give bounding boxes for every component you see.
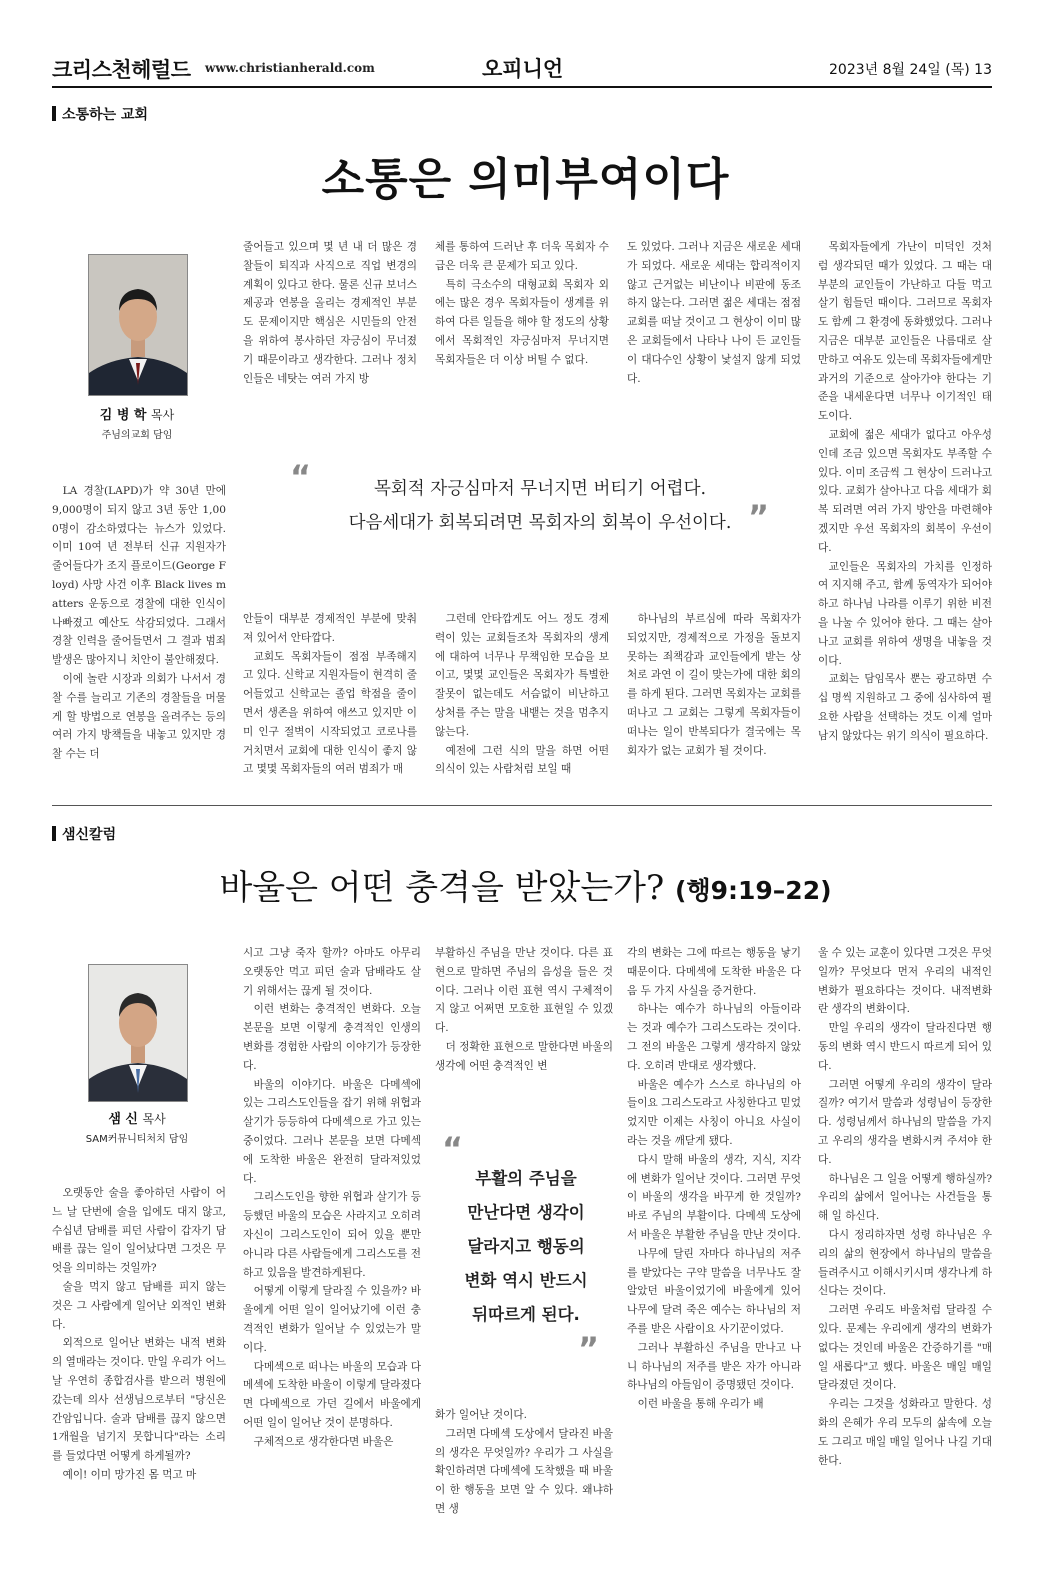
close-quote-icon: ” [578, 1330, 600, 1368]
article1-title: 소통은 의미부여이다 [321, 154, 730, 205]
column-label-text: 샘신칼럼 [62, 827, 117, 843]
article1-column-5: 목회자들에게 가난이 미덕인 것처럼 생각되던 때가 있었다. 그 때는 대부분의 교인들이 가난하고 다들 먹고 살기 힘들던 때이다. 그러므로 목회자도 함께 그 환경에 동화했었다. 그러나 지금은 대부분 교인들은 나름대로 살 만하고 여유도 있는데 목회자들에게만 과거의 기준으로 살아가야 한다는 기준을 내세운다면 너무나 이기적인 태도이다. 교회에 젊은 세대가 없다고 아우성인데 조금 있으면 목회자도 부족할 수 있다. 이미 조금씩 그 현상이 드러나고 있다. 교회가 살아나고 다음 세대가 회복 되려면 여러 가지 방안을 마련해야겠지만 우선 목회자의 회복이 우선이다. 교인들은 목회자의 가치를 인정하여 지지해 주고, 함께 동역자가 되어야 하고 하나님 나라를 이루기 위한 비전을 나눌 수 있어야 한다. 그 때는 살아나고 교회를 위하여 생명을 내놓을 것이다. 교회는 담임목사 뿐는 광고하면 수십 명씩 지원하고 그 중에 심사하여 필요한 사람을 선택하는 것도 이제 얼마 남지 않았다는 위기 의식이 필요하다. [818, 241, 992, 742]
open-quote-icon: “ [442, 1130, 464, 1168]
article1-pull-quote: 목회적 자긍심마저 무너지면 버티기 어렵다. 다음세대가 회복되려면 목회자의 회복이 우선이다. [348, 479, 732, 533]
article2-column-3-bottom: 화가 일어난 것이다. 그러면 다메섹 도상에서 달라진 바울의 생각은 무엇일까? 우리가 그 사실을 확인하려면 다메섹에 도착했을 때 바울이 한 행동을 보면 알 수 있다. 왜냐하면 생 [435, 1409, 613, 1515]
author-portrait-icon [89, 255, 187, 395]
masthead-rule [52, 86, 992, 88]
column-label-2 [52, 824, 116, 844]
author-affiliation-2: SAM커뮤니티처치 담임 [85, 1134, 189, 1145]
article1-column-2-top: 줄어들고 있으며 몇 년 내 더 많은 경찰들이 퇴직과 사직으로 직업 변경의 계획이 있다고 한다. 물론 신규 보너스 제공과 연봉을 올리는 경제적인 부분도 문제이지만 핵심은 시민들의 안전을 위하여 봉사하던 자긍심이 무너졌기 때문이라고 생각한다. 그러나 정치인들은 네탓는 여러 가지 방 [243, 241, 417, 385]
author-photo-2 [88, 964, 188, 1102]
article2-column-1: 오랫동안 술을 좋아하던 사람이 어느 날 단번에 술을 입에도 대지 않고, 수십년 담배를 피던 사람이 갑자기 담배를 끊는 일이 일어났다면 그것은 무엇을 의미하는 것일까? 술을 먹지 않고 담배를 피지 않는 것은 그 사람에게 일어난 외적인 변화다. 외적으로 일어난 변화는 내적 변화의 열매라는 것이다. 만일 우리가 어느 날 우연히 종합검사를 받으러 병원에 갔는데 의사 선생님으로부터 "당신은 간암입니다. 술과 담배를 끊지 않으면 1개월을 넘기지 못합니다"라는 소리를 들었다면 어떻게 하게될까? 예이! 이미 망가진 몸 먹고 마 [52, 1187, 226, 1481]
article-divider [52, 805, 992, 806]
article1-column-3-top: 체를 통하여 드러난 후 더욱 목회자 수급은 더욱 큰 문제가 되고 있다. 특히 극소수의 대형교회 목회자 외에는 많은 경우 목회자들이 생계를 위하여 다른 일들을 해야 할 정도의 상황에서 목회적인 자긍심마저 무너지면 목회자들은 더 이상 버틸 수 없다. [435, 241, 609, 366]
site-url[interactable]: www.christianherald.com [205, 61, 375, 75]
article1-column-3-bottom: 그런데 안타깝게도 어느 정도 경제력이 있는 교회들조차 목회자의 생계에 대하여 너무나 무책임한 모습을 보이고, 몇몇 교인들은 목회자가 특별한 잘못이 없는데도 서슴없이 비난하고 상처를 주는 말을 내뱉는 것을 멈추지 않는다. 예전에 그런 식의 말을 하면 어떤 의식이 있는 사람처럼 보일 때 [435, 613, 609, 776]
newspaper-logo[interactable]: 크리스천헤럴드 [52, 58, 191, 82]
column-label-1 [52, 104, 148, 124]
article1-column-4-bottom: 하나님의 부르심에 따라 목회자가 되었지만, 경제적으로 가정을 돌보지 못하는 죄책감과 교인들에게 받는 상처로 과연 이 길이 맞는가에 대한 회의를 하게 된다. 그러면 목회자는 교회를 떠나고 그 교회는 그렇게 목회자들이 떠나는 일이 반복되다가 결국에는 목회자가 없는 교회가 될 것이다. [627, 613, 801, 757]
author-portrait-icon [89, 965, 187, 1101]
column-label-text: 소통하는 교회 [62, 107, 149, 123]
label-bar-icon [52, 106, 56, 121]
article2-column-2: 시고 그냥 죽자 할까? 아마도 아무리 오랫동안 먹고 피던 술과 담배라도 살기 위해서는 끊게 될 것이다. 이런 변화는 충격적인 변화다. 오늘 본문을 보면 이렇게 충격적인 인생의 변화를 경험한 사람의 이야기가 등장한다. 바울의 이야기다. 바울은 다메섹에 있는 그리스도인들을 잡기 위해 위협과 살기가 등등하여 다메섹으로 가고 있는 중이었다. 그러나 본문을 보면 다메섹에 도착한 바울은 완전히 달라져있었다. 그리스도인을 향한 위협과 살기가 등등했던 바울의 모습은 사라지고 오히려 자신이 그리스도인이 되어 있을 뿐만 아니라 다른 사람들에게 그리스도를 전하고 있음을 발견하게된다. 어떻게 이렇게 달라질 수 있을까? 바울에게 어떤 일이 일어났기에 이런 충격적인 변화가 일어날 수 있었는가 말이다. 다메섹으로 떠나는 바울의 모습과 다메섹에 도착한 바울이 이렇게 달라졌다면 다메섹으로 가던 길에서 바울에게 어떤 일이 일어난 것이 분명하다. 구체적으로 생각한다면 바울은 [243, 947, 421, 1448]
article1-column-1: LA 경찰(LAPD)가 약 30년 만에 9,000명이 되지 않고 3년 동안 1,000명이 감소하였다는 뉴스가 있었다. 이미 10여 년 전부터 신규 지원자가 줄어들다가 조지 플로이드(George Floyd) 사망 사건 이후 Black lives matters 운동으로 경찰에 대한 인식이 나빠졌고 예산도 삭감되었다. 그래서 경찰 인력을 줄어들면서 그 결과 범죄 발생은 많아지니 치안이 불안해졌다. 이에 놀란 시장과 의회가 나서서 경찰 수를 늘리고 기존의 경찰들을 머물게 할 방법으로 연봉을 올려주는 등의 여러 가지 방책들을 내놓고 있지만 경찰 수는 더 [52, 485, 226, 761]
issue-date-page: 2023년 8월 24일 (목) 13 [829, 62, 992, 78]
author-name-1: 김 병 학 목사 [99, 408, 175, 423]
article2-column-3-top: 부활하신 주님을 만난 것이다. 다른 표현으로 말하면 주님의 음성을 들은 것이다. 그러나 이런 표현 역시 구체적이지 않고 어쩌면 모호한 표현일 수 있겠다. 더 정확한 표현으로 말한다면 바울의 생각에 어떤 충격적인 변 [435, 947, 613, 1072]
article1-column-4-top: 도 있었다. 그러나 지금은 새로운 세대가 되었다. 새로운 세대는 합리적이지 않고 근거없는 비난이나 비판에 동조하지 않는다. 그러면 젊은 세대는 점점 교회를 떠날 것이고 그 현상이 이미 많은 교회들에서 나타나 나이 든 교인들이 대다수인 상황이 낯설지 않게 되었다. [627, 241, 801, 385]
author-photo-1 [88, 254, 188, 396]
open-quote-icon: “ [290, 458, 312, 496]
label-bar-icon [52, 826, 56, 841]
article2-pull-quote: 부활의 주님을 만난다면 생각이 달라지고 행동의 변화 역시 반드시 뒤따르게 된다. [464, 1169, 588, 1324]
article2-column-4: 각의 변화는 그에 따르는 행동을 낳기 때문이다. 다메섹에 도착한 바울은 다음 두 가지 사실을 증거한다. 하나는 예수가 하나님의 아들이라는 것과 예수가 그리스도라는 것이다. 그 전의 바울은 그렇게 생각하지 않았다. 오히려 반대로 생각했다. 바울은 예수가 스스로 하나님의 아들이요 그리스도라고 사칭한다고 믿었었지만 이제는 사칭이 아니요 사실이라는 것을 깨닫게 됐다. 다시 말해 바울의 생각, 지식, 지각에 변화가 일어난 것이다. 그러면 무엇이 바울의 생각을 바꾸게 한 것일까? 바로 주님의 부활이다. 다메섹 도상에서 바울은 부활한 주님을 만난 것이다. 나무에 달린 자마다 하나님의 저주를 받았다는 구약 말씀을 너무나도 잘 알았던 바울이었기에 바울에게 있어 나무에 달려 죽은 예수는 하나님의 저주를 받은 사람이요 사기꾼이었다. 그러나 부활하신 주님을 만나고 나니 하나님의 저주를 받은 자가 아니라 하나님의 아들임이 증명됐던 것이다. 이런 바울을 통해 우리가 배 [627, 947, 801, 1411]
article2-title: 바울은 어떤 충격을 받았는가? (행9:19–22) [219, 868, 832, 908]
author-name-2: 샘 신 목사 [108, 1112, 166, 1127]
close-quote-icon: ” [748, 498, 770, 536]
section-name: 오피니언 [482, 57, 564, 81]
article2-column-5: 울 수 있는 교훈이 있다면 그것은 무엇일까? 무엇보다 먼저 우리의 내적인 변화가 필요하다는 것이다. 내적변화란 생각의 변화이다. 만일 우리의 생각이 달라진다면 행동의 변화 역시 반드시 따르게 되어 있다. 그러면 어떻게 우리의 생각이 달라질까? 여기서 말씀과 성령님이 등장한다. 성령님께서 하나님의 말씀을 가지고 우리의 생각을 변화시켜 주셔야 한다. 하나님은 그 일을 어떻게 행하실까? 우리의 삶에서 일어나는 사건들을 통해 일 하신다. 다시 정리하자면 성령 하나님은 우리의 삶의 현장에서 하나님의 말씀을 들려주시고 이해시키시며 생각나게 하신다는 것이다. 그러면 우리도 바울처럼 달라질 수 있다. 문제는 우리에게 생각의 변화가 없다는 것인데 바울은 간증하기를 "매일 새롭다"고 했다. 바울은 매일 매일 달라졌던 것이다. 우리는 그것을 성화라고 말한다. 성화의 은혜가 우리 모두의 삶속에 오늘도 그리고 매일 매일 일어나 나길 기대한다. [818, 947, 992, 1467]
article1-column-2-bottom: 안들이 대부분 경제적인 부분에 맞춰져 있어서 안타깝다. 교회도 목회자들이 점점 부족해지고 있다. 신학교 지원자들이 현격히 줄어들었고 신학교는 졸업 학점을 줄이면서 생존을 위하여 애쓰고 있지만 이미 인구 절벽이 시작되었고 코로나를 거치면서 교회에 대한 인식이 좋지 않고 몇몇 목회자들의 여러 범죄가 매 [243, 613, 417, 776]
masthead [52, 52, 992, 86]
author-affiliation-1: 주님의교회 담임 [101, 430, 173, 441]
